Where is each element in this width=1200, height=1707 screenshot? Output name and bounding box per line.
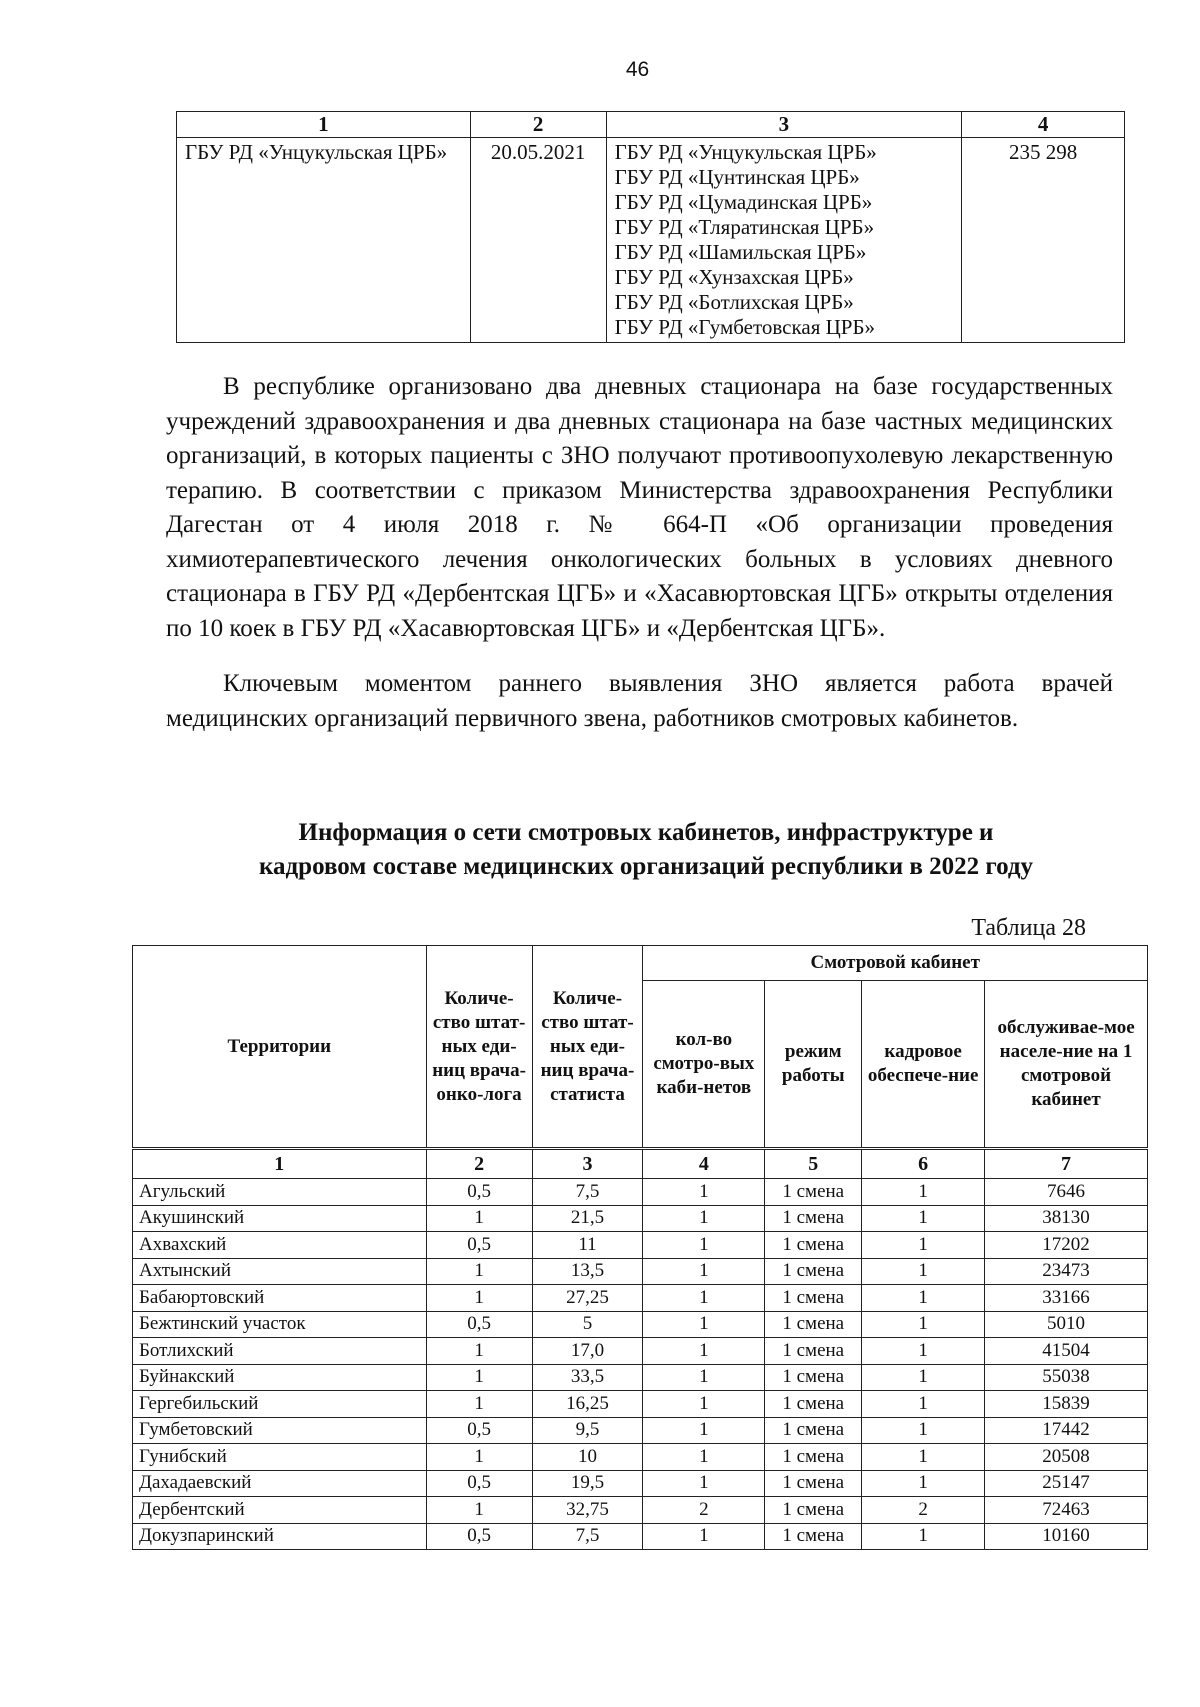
cell-onc: 0,5 (426, 1417, 532, 1444)
cell-mode: 1 смена (765, 1179, 862, 1206)
cell-staff: 1 (862, 1470, 985, 1497)
cell-pop: 25147 (985, 1470, 1148, 1497)
header-population: обслуживае-мое населе-ние на 1 смотровой кабинет (985, 981, 1148, 1149)
table-row (133, 1311, 1148, 1338)
table-row (177, 138, 1125, 343)
table-row (133, 1179, 1148, 1206)
institution-item: ГБУ РД «Шамильская ЦРБ» (614, 240, 867, 264)
cell-rooms: 1 (643, 1179, 765, 1206)
cell-territory: Акушинский (133, 1205, 427, 1232)
cell-onc: 0,5 (426, 1523, 532, 1550)
institution-item: ГБУ РД «Тляратинская ЦРБ» (614, 215, 875, 239)
column-number: 3 (606, 112, 962, 138)
cell-pop: 5010 (985, 1311, 1148, 1338)
cell-rooms: 1 (643, 1338, 765, 1365)
caption-line: кадровом составе медицинских организаций республики в 2022 году (259, 853, 1033, 880)
cell-staff: 1 (862, 1523, 985, 1550)
cell-mode: 1 смена (765, 1311, 862, 1338)
cell-territory: Буйнакский (133, 1364, 427, 1391)
cell-onc: 1 (426, 1338, 532, 1365)
table-row (133, 1417, 1148, 1444)
header-work-mode: режим работы (765, 981, 862, 1149)
cell-territory: Дахадаевский (133, 1470, 427, 1497)
cell-staff: 1 (862, 1179, 985, 1206)
paragraph-early-detection (166, 667, 1113, 736)
cell-staff: 1 (862, 1232, 985, 1259)
column-number-row (133, 1149, 1148, 1179)
cell-onc: 1 (426, 1258, 532, 1285)
institution-item: ГБУ РД «Цумадинская ЦРБ» (614, 190, 873, 214)
table-row (133, 1285, 1148, 1312)
cell-pop: 15839 (985, 1391, 1148, 1418)
column-number: 1 (133, 1149, 427, 1179)
cell-territory: Бежтинский участок (133, 1311, 427, 1338)
cell-staff: 1 (862, 1444, 985, 1471)
cell-mode: 1 смена (765, 1364, 862, 1391)
institutions-cell (606, 138, 962, 343)
page-number: 46 (625, 58, 650, 81)
cell-onc: 1 (426, 1391, 532, 1418)
column-number: 7 (985, 1149, 1148, 1179)
continuation-header-row (177, 112, 1125, 138)
cell-mode: 1 смена (765, 1338, 862, 1365)
cell-territory: Гергебильский (133, 1391, 427, 1418)
table-label: Таблица 28 (971, 915, 1086, 941)
table-row (133, 1470, 1148, 1497)
header-exam-room: Смотровой кабинет (643, 946, 1148, 981)
column-number: 4 (962, 112, 1125, 138)
cell-territory: Гунибский (133, 1444, 427, 1471)
cell-staff: 1 (862, 1338, 985, 1365)
cell-pop: 38130 (985, 1205, 1148, 1232)
cell-stat: 33,5 (532, 1364, 643, 1391)
cell-rooms: 1 (643, 1205, 765, 1232)
cell-mode: 1 смена (765, 1417, 862, 1444)
cell-stat: 9,5 (532, 1417, 643, 1444)
table-row (133, 1523, 1148, 1550)
cell-staff: 1 (862, 1258, 985, 1285)
cell-stat: 7,5 (532, 1523, 643, 1550)
cell-pop: 23473 (985, 1258, 1148, 1285)
cell-rooms: 1 (643, 1417, 765, 1444)
cell-mode: 1 смена (765, 1497, 862, 1524)
organization-cell: ГБУ РД «Унцукульская ЦРБ» (177, 138, 471, 343)
exam-rooms-table (132, 945, 1148, 1550)
cell-pop: 41504 (985, 1338, 1148, 1365)
table-row (133, 1391, 1148, 1418)
cell-stat: 7,5 (532, 1179, 643, 1206)
cell-pop: 33166 (985, 1285, 1148, 1312)
paragraph-text: В республике организовано два дневных стационара на базе государственных учреждений здравоохранения и два дневных стационара на базе частных медицинских организаций, в которых пациенты с ЗНО получают противоопухолевую лекарственную терапию. В соответствии с приказом Министерства здравоохранения Республики Дагестан от 4 июля 2018 г. № 664-П «Об организации проведения химиотерапевтического лечения онкологических больных в условиях дневного стационара в ГБУ РД «Дербентская ЦГБ» и «Хасавюртовская ЦГБ» открыты отделения по 10 коек в ГБУ РД «Хасавюртовская ЦГБ» и «Дербентская ЦГБ». (166, 373, 1113, 642)
cell-stat: 13,5 (532, 1258, 643, 1285)
cell-onc: 1 (426, 1444, 532, 1471)
header-oncologist-units: Количе-ство штат-ных еди-ниц врача-онко-лога (426, 946, 532, 1149)
cell-rooms: 1 (643, 1523, 765, 1550)
cell-rooms: 1 (643, 1470, 765, 1497)
cell-stat: 5 (532, 1311, 643, 1338)
cell-stat: 11 (532, 1232, 643, 1259)
cell-onc: 1 (426, 1497, 532, 1524)
cell-staff: 1 (862, 1417, 985, 1444)
cell-stat: 32,75 (532, 1497, 643, 1524)
cell-staff: 1 (862, 1364, 985, 1391)
cell-pop: 7646 (985, 1179, 1148, 1206)
cell-pop: 17202 (985, 1232, 1148, 1259)
header-staffing: кадровое обеспече-ние (862, 981, 985, 1149)
cell-onc: 1 (426, 1205, 532, 1232)
cell-stat: 17,0 (532, 1338, 643, 1365)
cell-staff: 1 (862, 1311, 985, 1338)
date-cell: 20.05.2021 (470, 138, 606, 343)
cell-rooms: 1 (643, 1364, 765, 1391)
cell-pop: 20508 (985, 1444, 1148, 1471)
table-row (133, 1364, 1148, 1391)
cell-mode: 1 смена (765, 1470, 862, 1497)
cell-territory: Ахтынский (133, 1258, 427, 1285)
header-territory: Территории (133, 946, 427, 1149)
column-number: 5 (765, 1149, 862, 1179)
cell-territory: Агульский (133, 1179, 427, 1206)
header-statistician-units: Количе-ство штат-ных еди-ниц врача-статиста (532, 946, 643, 1149)
cell-stat: 10 (532, 1444, 643, 1471)
caption-line: Информация о сети смотровых кабинетов, инфраструктуре и (298, 819, 994, 846)
cell-onc: 0,5 (426, 1470, 532, 1497)
institution-item: ГБУ РД «Унцукульская ЦРБ» (614, 140, 877, 164)
cell-rooms: 1 (643, 1258, 765, 1285)
cell-territory: Ботлихский (133, 1338, 427, 1365)
cell-staff: 1 (862, 1205, 985, 1232)
cell-mode: 1 смена (765, 1391, 862, 1418)
cell-onc: 0,5 (426, 1232, 532, 1259)
cell-pop: 72463 (985, 1497, 1148, 1524)
table-row (133, 1497, 1148, 1524)
cell-staff: 1 (862, 1285, 985, 1312)
cell-rooms: 1 (643, 1311, 765, 1338)
table-row (133, 1232, 1148, 1259)
cell-mode: 1 смена (765, 1523, 862, 1550)
institution-item: ГБУ РД «Ботлихская ЦРБ» (614, 290, 854, 314)
table-caption (166, 816, 1126, 884)
column-number: 2 (426, 1149, 532, 1179)
paragraph-text: Ключевым моментом раннего выявления ЗНО является работа врачей медицинских организаций первичного звена, работников смотровых кабинетов. (166, 670, 1113, 732)
continuation-table (176, 111, 1125, 343)
cell-territory: Ахвахский (133, 1232, 427, 1259)
table-row (133, 1444, 1148, 1471)
cell-stat: 19,5 (532, 1470, 643, 1497)
cell-onc: 0,5 (426, 1311, 532, 1338)
cell-staff: 2 (862, 1497, 985, 1524)
cell-rooms: 1 (643, 1444, 765, 1471)
cell-stat: 27,25 (532, 1285, 643, 1312)
cell-territory: Докузпаринский (133, 1523, 427, 1550)
cell-mode: 1 смена (765, 1444, 862, 1471)
cell-mode: 1 смена (765, 1258, 862, 1285)
population-cell: 235 298 (962, 138, 1125, 343)
cell-rooms: 1 (643, 1232, 765, 1259)
column-number: 6 (862, 1149, 985, 1179)
cell-stat: 21,5 (532, 1205, 643, 1232)
table-row (133, 1258, 1148, 1285)
cell-pop: 55038 (985, 1364, 1148, 1391)
cell-territory: Гумбетовский (133, 1417, 427, 1444)
table-body (133, 1179, 1148, 1550)
column-number: 1 (177, 112, 471, 138)
table-row (133, 1338, 1148, 1365)
cell-stat: 16,25 (532, 1391, 643, 1418)
table-row (133, 1205, 1148, 1232)
column-number: 3 (532, 1149, 643, 1179)
column-number: 4 (643, 1149, 765, 1179)
institution-item: ГБУ РД «Цунтинская ЦРБ» (614, 165, 860, 189)
cell-mode: 1 смена (765, 1285, 862, 1312)
paragraph-day-hospitals (166, 370, 1113, 646)
header-rooms-count: кол-во смотро-вых каби-нетов (643, 981, 765, 1149)
cell-rooms: 1 (643, 1285, 765, 1312)
institution-item: ГБУ РД «Гумбетовская ЦРБ» (614, 315, 876, 339)
cell-pop: 17442 (985, 1417, 1148, 1444)
institution-item: ГБУ РД «Хунзахская ЦРБ» (614, 265, 854, 289)
cell-pop: 10160 (985, 1523, 1148, 1550)
cell-territory: Бабаюртовский (133, 1285, 427, 1312)
header-row (133, 946, 1148, 981)
cell-territory: Дербентский (133, 1497, 427, 1524)
cell-mode: 1 смена (765, 1205, 862, 1232)
cell-onc: 1 (426, 1364, 532, 1391)
cell-onc: 1 (426, 1285, 532, 1312)
cell-staff: 1 (862, 1391, 985, 1418)
cell-mode: 1 смена (765, 1232, 862, 1259)
cell-rooms: 1 (643, 1391, 765, 1418)
column-number: 2 (470, 112, 606, 138)
cell-onc: 0,5 (426, 1179, 532, 1206)
cell-rooms: 2 (643, 1497, 765, 1524)
